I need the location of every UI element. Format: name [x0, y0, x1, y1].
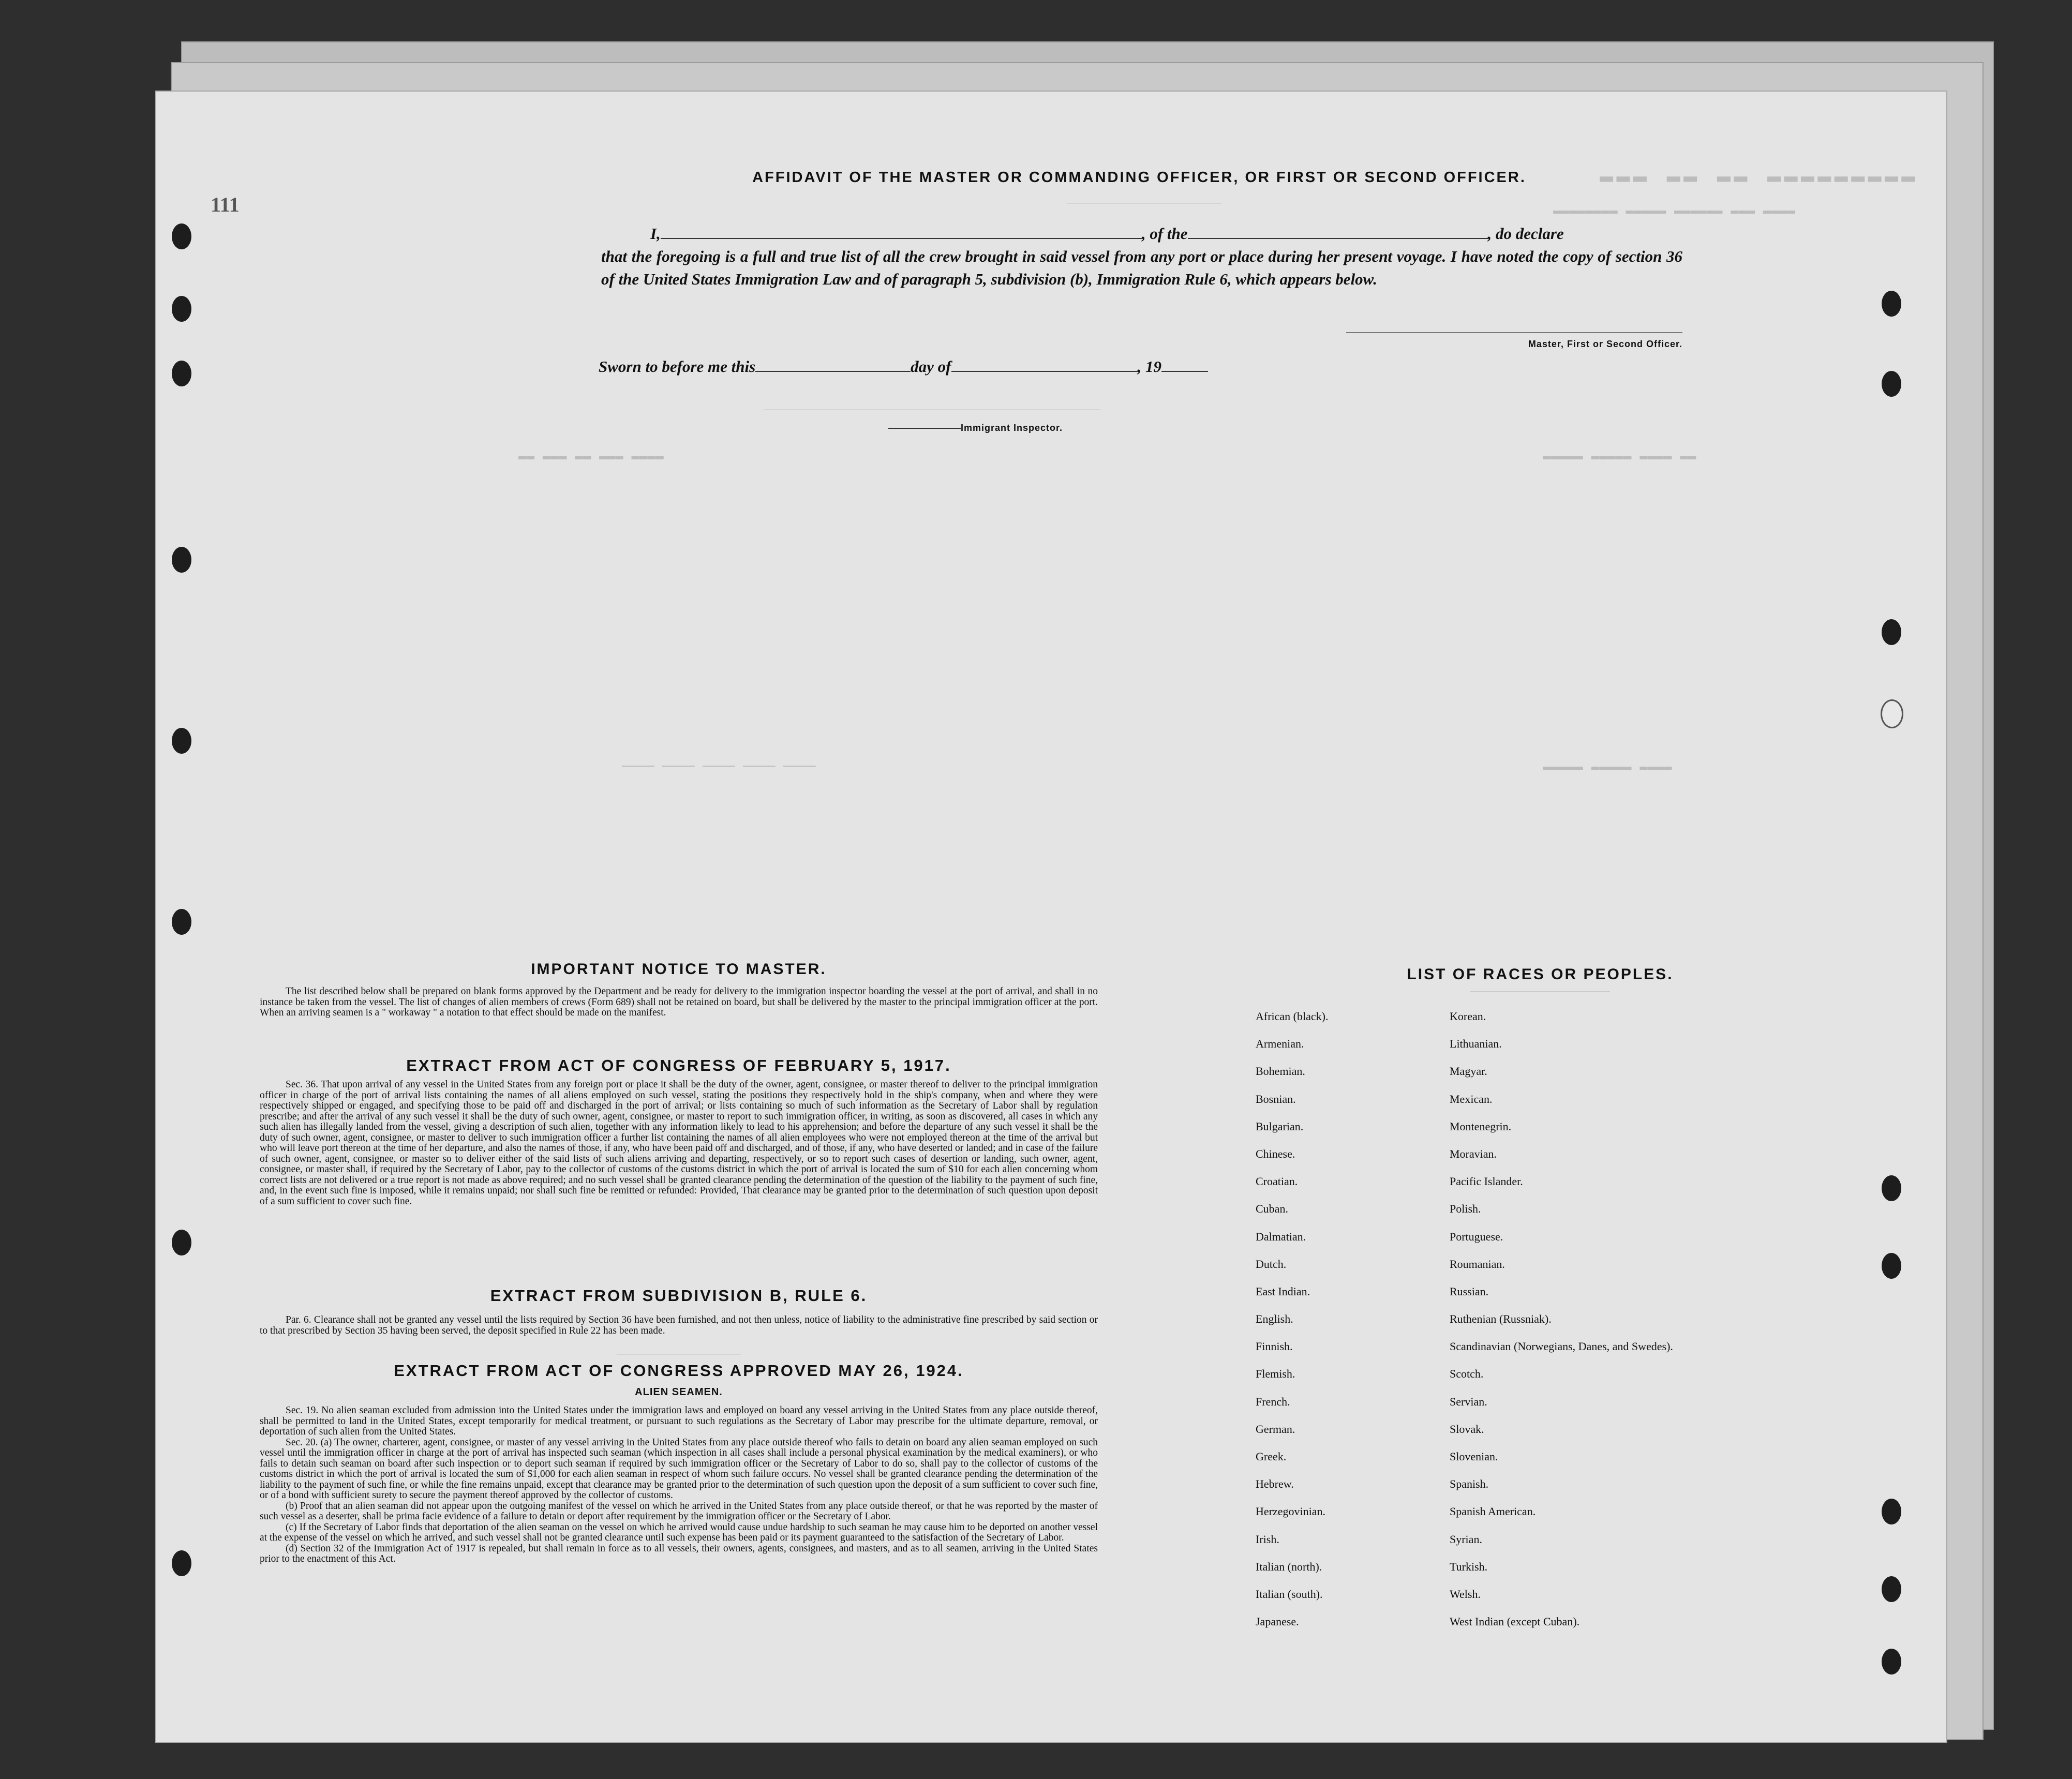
race-entry: Servian. — [1450, 1395, 1487, 1408]
races-title: LIST OF RACES OR PEOPLES. — [1407, 966, 1674, 983]
section-20c-paragraph: (c) If the Secretary of Labor finds that deportation of the alien seaman on the vessel on which he arrived would cause undue hardship to such seaman he may cause him to be deported on another vessel at the expense of the vessel on which he arrived, and such vessel shall not be granted clearance until such expense has been paid or its payment guaranteed to the satisfaction of the Secretary of Labor. — [260, 1521, 1098, 1543]
race-entry: Pacific Islander. — [1450, 1175, 1523, 1188]
binder-hole-icon — [1882, 1499, 1901, 1524]
binder-hole-icon — [1882, 1175, 1901, 1201]
section-20a-paragraph: Sec. 20. (a) The owner, charterer, agent, consignee, or master of any vessel arriving in the United States from any place outside thereof who fails to detain on board any alien seaman employed on such vessel until the immigration officer in charge at the port of arrival has inspected such seaman (which inspection in all cases shall include a personal physical examination by the medical examiners), or who fails to detain such seaman on board after such inspection or to deport such seaman if required by such immigration officer or the Secretary of Labor to do so, shall pay to the collector of customs of the customs district in which the port of arrival is located the sum of $1,000 for each alien seaman in respect of whom such failure occurs. No vessel shall be granted clearance pending the determination of the liability to the payment of such fine, or while the fine remains unpaid, except that clearance may be granted prior to the determination of such question upon the deposit of a sum sufficient to cover such fine, or of a bond with sufficient surety to secure the payment thereof approved by the collector of customs. — [260, 1437, 1098, 1501]
race-entry: Scandinavian (Norwegians, Danes, and Swedes). — [1450, 1340, 1673, 1353]
notice-paragraph: The list described below shall be prepared on blank forms approved by the Department and be ready for delivery to the immigration inspector boarding the vessel at the port of arrival, and shall in no instance be taken from the vessel. The list of changes of alien members of crews (Form 689) shall not be retained on board, but shall be delivered by the master to the principal immigration officer at the port. When an arriving seamen is a " workaway " a notation to that effect should be made on the manifest. — [260, 986, 1098, 1018]
sworn-prefix: Sworn to before me this — [599, 357, 756, 376]
bleed-through-line: ▬▬▬▬▬▬▬▬ ▬▬▬▬▬ ▬▬▬▬▬▬ ▬▬▬ ▬▬▬▬ — [1553, 203, 1796, 218]
race-entry: Irish. — [1256, 1532, 1279, 1546]
binder-hole-icon — [1882, 1576, 1901, 1602]
race-entry: Bulgarian. — [1256, 1119, 1304, 1133]
race-entry: Greek. — [1256, 1450, 1287, 1463]
race-entry: Mexican. — [1450, 1092, 1493, 1105]
extract-1924-text — [260, 1406, 1098, 1565]
race-entry: Croatian. — [1256, 1175, 1298, 1188]
race-entry: Herzegovinian. — [1256, 1505, 1325, 1518]
race-entry: Hebrew. — [1256, 1477, 1294, 1491]
bleed-through-row: ▬▬▬▬▬ ▬▬▬▬▬ ▬▬▬▬ — [1543, 759, 1672, 774]
race-entry: Welsh. — [1450, 1587, 1481, 1601]
race-entry: Ruthenian (Russniak). — [1450, 1312, 1552, 1326]
day-of-label: day of — [911, 357, 951, 376]
race-entry: Bosnian. — [1256, 1092, 1296, 1105]
race-entry: Russian. — [1450, 1284, 1489, 1298]
bleed-through-row: ▬▬ ▬▬▬ ▬▬ ▬▬▬ ▬▬▬▬ — [518, 449, 664, 464]
binder-hole-icon — [1882, 1649, 1901, 1675]
race-entry: Slovak. — [1450, 1422, 1484, 1436]
inspector-blank — [888, 428, 961, 429]
section-36-paragraph: Sec. 36. That upon arrival of any vessel in the United States from any foreign port or place it shall be the duty of the owner, agent, consignee, or master thereof to deliver to the principal immigration officer in charge of the port of arrival lists containing the names of all aliens employed on such vessel, stating the positions they respectively hold in the ship's company, when and where they were respectively shipped or engaged, and specifying those to be paid off and discharged in the port of arrival; or lists containing so much of such information as the Secretary of Labor shall by regulation prescribe; and after the arrival of any such vessel it shall be the duty of such owner, agent, consignee, or master to report to such immigration officer, in writing, as soon as discovered, all cases in which any such alien has illegally landed from the vessel, giving a description of such alien, together with any information likely to lead to his apprehension; and before the departure of any such vessel it shall be the duty of such owner, agent, consignee, or master to deliver to such immigration officer a further list containing the names of all alien employees who were not employed thereon at the time of the arrival but who will leave port thereon at the time of her departure, and also the names of those, if any, who have been paid off and discharged, and of those, if any, who have deserted or landed; and in case of the failure of such owner, agent, consignee, or master so to deliver either of the said lists of such aliens arriving and departing, respectively, or so to report such cases of desertion or landing, such owner, agent, consignee, or master shall, if required by the Secretary of Labor, pay to the collector of customs of the customs district in which the port of arrival is located the sum of $10 for each alien concerning whom correct lists are not delivered or a true report is not made as above required; and no such vessel shall be granted clearance pending the determination of the question of the liability to the payment of such fine, and, in the event such fine is imposed, while it remains unpaid; nor shall such fine be remitted or refunded: Provided, That clearance may be granted prior to the determination of such question upon deposit of a sum sufficient to cover such fine. — [260, 1079, 1098, 1207]
binder-hole-icon — [1882, 619, 1901, 645]
race-entry: Portuguese. — [1450, 1230, 1503, 1243]
binder-hole-icon — [172, 728, 191, 754]
race-entry: East Indian. — [1256, 1284, 1310, 1298]
sworn-month-field[interactable] — [951, 371, 1138, 372]
race-entry: Turkish. — [1450, 1560, 1488, 1573]
form-page — [155, 91, 1947, 1743]
margin-mark: 111 — [211, 193, 240, 216]
inspector-row — [888, 423, 1063, 433]
officer-label: Master, First or Second Officer. — [1528, 339, 1682, 349]
race-entry: Dutch. — [1256, 1257, 1287, 1270]
race-entry: Spanish. — [1450, 1477, 1489, 1491]
paragraph-6: Par. 6. Clearance shall not be granted any vessel until the lists required by Section 36 have been furnished, and not then unless, notice of liability to the administrative fine prescribed by said section or to that prescribed by Section 35 having been served, the deposit specified in Rule 22 has been made. — [260, 1314, 1098, 1336]
sworn-day-field[interactable] — [755, 371, 911, 372]
race-entry: Italian (south). — [1256, 1587, 1323, 1601]
declarant-prefix: I, — [650, 225, 661, 243]
race-entry: African (black). — [1256, 1010, 1329, 1023]
notice-text — [260, 986, 1098, 1019]
race-entry: Finnish. — [1256, 1340, 1293, 1353]
race-entry: French. — [1256, 1395, 1290, 1408]
race-entry: Cuban. — [1256, 1202, 1288, 1216]
binder-hole-icon — [172, 1230, 191, 1255]
sworn-line — [599, 355, 1208, 378]
binder-hole-icon — [1882, 1253, 1901, 1279]
race-entry: Spanish American. — [1450, 1505, 1536, 1518]
vessel-prefix: , of the — [1141, 225, 1188, 243]
race-entry: Korean. — [1450, 1010, 1486, 1023]
binder-hole-icon — [172, 1550, 191, 1576]
extract-1917-text — [260, 1080, 1098, 1207]
binder-hole-icon — [1882, 371, 1901, 397]
race-entry: Polish. — [1450, 1202, 1481, 1216]
race-entry: Lithuanian. — [1450, 1037, 1502, 1051]
year-prefix: , 19 — [1137, 357, 1161, 376]
declaration-text: that the foregoing is a full and true list of all the crew brought in said vessel from any port or place during her present voyage. I have noted the copy of section 36 of the United States Immigration Law and of paragraph 5, subdivision (b), Immigration Rule 6, which appears below. — [601, 247, 1682, 288]
bleed-through-row: ──── ──── ──── ──── ──── — [622, 759, 816, 774]
race-entry: Slovenian. — [1450, 1450, 1498, 1463]
binder-hole-icon — [172, 223, 191, 249]
race-entry: English. — [1256, 1312, 1293, 1326]
race-entry: Flemish. — [1256, 1367, 1295, 1381]
race-entry: Bohemian. — [1256, 1065, 1305, 1078]
section-19-paragraph: Sec. 19. No alien seaman excluded from admission into the United States under the immigration laws and employed on board any vessel arriving in the United States from any place outside thereof, shall be permitted to land in the United States, except temporarily for medical treatment, or pursuant to such regulations as the Secretary of Labor may prescribe for the ultimate departure, removal, or deportation of such alien from the United States. — [260, 1405, 1098, 1437]
binder-hole-icon — [172, 296, 191, 322]
binder-hole-icon — [172, 909, 191, 935]
extract-1917-title: EXTRACT FROM ACT OF CONGRESS OF FEBRUARY 5, 1917. — [406, 1056, 951, 1074]
affidavit-title: AFFIDAVIT OF THE MASTER OR COMMANDING OFFICER, OR FIRST OR SECOND OFFICER. — [752, 169, 1526, 186]
sworn-year-field[interactable] — [1161, 371, 1208, 372]
race-entry: Montenegrin. — [1450, 1119, 1512, 1133]
extract-1924-title: EXTRACT FROM ACT OF CONGRESS APPROVED MAY 26, 1924. — [394, 1362, 964, 1380]
race-entry: Scotch. — [1450, 1367, 1484, 1381]
binder-hole-icon — [172, 547, 191, 573]
binder-hole-icon — [172, 361, 191, 386]
section-20b-paragraph: (b) Proof that an alien seaman did not appear upon the outgoing manifest of the vessel on which he arrived in the United States from any place outside thereof, or that he was reported by the master of such vessel as a deserter, shall be prima facie evidence of a failure to detain or deport after requirement by the immigration officer or the Secretary of Labor. — [260, 1500, 1098, 1522]
race-entry: Chinese. — [1256, 1147, 1295, 1160]
race-entry: Italian (north). — [1256, 1560, 1322, 1573]
race-entry: German. — [1256, 1422, 1295, 1436]
bleed-through-row: ▬▬▬▬▬ ▬▬▬▬▬ ▬▬▬▬ ▬▬ — [1543, 449, 1696, 464]
vessel-name-field[interactable] — [1188, 238, 1488, 239]
section-20d-paragraph: (d) Section 32 of the Immigration Act of 1917 is repealed, but shall remain in force as to all vessels, their owners, agents, consignees, and masters, and as to all seamen, arriving in the United States prior to the enactment of this Act. — [260, 1543, 1098, 1564]
alien-seamen-subtitle: ALIEN SEAMEN. — [635, 1386, 723, 1398]
declare-label: , do declare — [1487, 225, 1564, 243]
race-entry: Japanese. — [1256, 1615, 1299, 1628]
races-column-2 — [1450, 1010, 1688, 1642]
extract-rule6-title: EXTRACT FROM SUBDIVISION B, RULE 6. — [490, 1287, 868, 1305]
race-entry: Armenian. — [1256, 1037, 1304, 1051]
declarant-line — [601, 222, 1682, 245]
extract-rule6-text — [260, 1315, 1098, 1336]
binder-hole-icon — [1882, 291, 1901, 317]
race-entry: Magyar. — [1450, 1065, 1487, 1078]
race-entry: Syrian. — [1450, 1532, 1482, 1546]
declarant-name-field[interactable] — [661, 238, 1142, 239]
affidavit-body — [601, 222, 1682, 291]
binder-hole-icon — [1881, 699, 1903, 728]
race-entry: Roumanian. — [1450, 1257, 1505, 1270]
inspector-label: Immigrant Inspector. — [961, 423, 1063, 433]
signature-line[interactable] — [1346, 332, 1682, 333]
bleed-through-heading: ▬▬▬ ▬▬ ▬▬ ▬▬▬▬▬▬▬▬▬ — [1600, 164, 1918, 190]
race-entry: West Indian (except Cuban). — [1450, 1615, 1580, 1628]
race-entry: Moravian. — [1450, 1147, 1497, 1160]
races-column-1 — [1256, 1010, 1432, 1642]
race-entry: Dalmatian. — [1256, 1230, 1306, 1243]
notice-title: IMPORTANT NOTICE TO MASTER. — [531, 961, 827, 978]
